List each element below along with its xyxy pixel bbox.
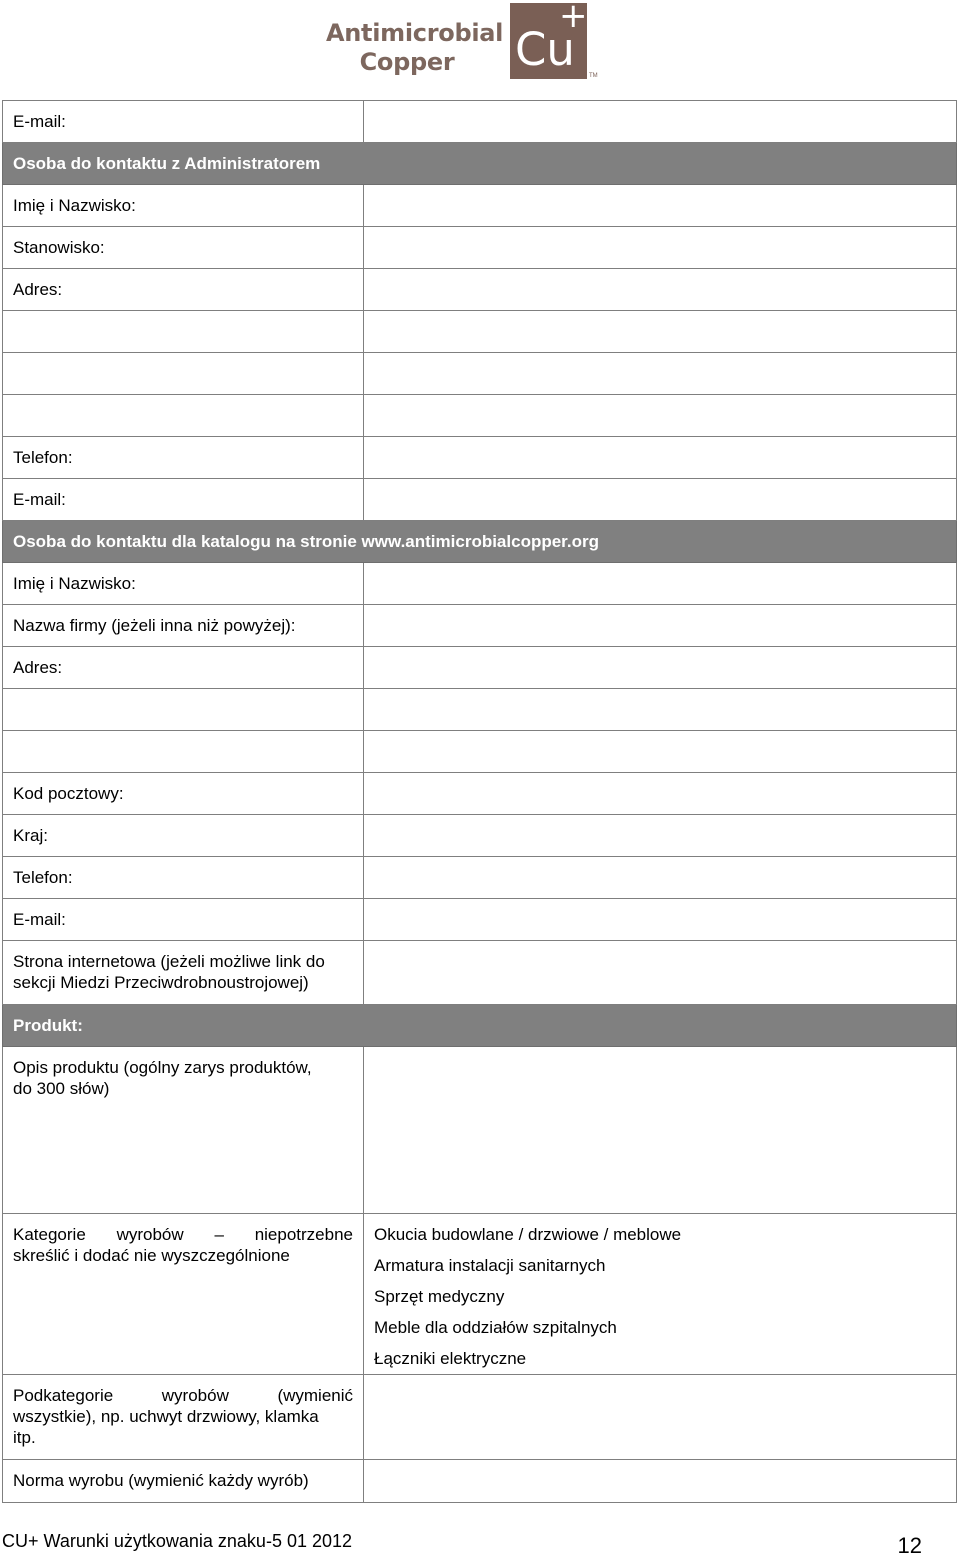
label-cat-email: E-mail: — [3, 899, 364, 941]
field-admin-email[interactable] — [364, 479, 957, 521]
label-cat-website-line-1: Strona internetowa (jeżeli możliwe link do — [13, 952, 325, 971]
field-cat-website[interactable] — [364, 941, 957, 1005]
field-cat-address-3[interactable] — [364, 731, 957, 773]
field-cat-company[interactable] — [364, 605, 957, 647]
label-admin-phone: Telefon: — [3, 437, 364, 479]
label-subcategories-word: Podkategorie — [13, 1386, 114, 1405]
product-header: Produkt: — [3, 1005, 957, 1047]
label-categories-line-1 — [13, 1224, 353, 1245]
label-cat-country: Kraj: — [3, 815, 364, 857]
blank-label — [3, 353, 364, 395]
blank-label — [3, 395, 364, 437]
label-categories — [3, 1214, 364, 1375]
blank-label — [3, 311, 364, 353]
label-subcategories-line-2: wszystkie), np. uchwyt drzwiowy, klamka — [13, 1407, 319, 1426]
footer-document-title: CU+ Warunki użytkowania znaku-5 01 2012 — [2, 1531, 353, 1551]
field-subcategories[interactable] — [364, 1375, 957, 1460]
category-item[interactable]: Meble dla oddziałów szpitalnych — [374, 1318, 617, 1337]
label-admin-name: Imię i Nazwisko: — [3, 185, 364, 227]
field-admin-phone[interactable] — [364, 437, 957, 479]
field-cat-postcode[interactable] — [364, 773, 957, 815]
label-subcategories-line-1 — [13, 1385, 353, 1406]
label-cat-name: Imię i Nazwisko: — [3, 563, 364, 605]
logo-cu-text: Cu — [515, 23, 575, 76]
label-product-description — [3, 1047, 364, 1214]
category-item[interactable]: Łączniki elektryczne — [374, 1349, 527, 1368]
blank-label — [3, 689, 364, 731]
logo-line-1: Antimicrobial — [326, 19, 504, 47]
field-admin-address-4[interactable] — [364, 395, 957, 437]
label-categories-word: Kategorie — [13, 1225, 86, 1244]
label-product-description-line-2: do 300 słów) — [13, 1079, 110, 1098]
blank-label — [3, 731, 364, 773]
label-email-top: E-mail: — [3, 101, 364, 143]
logo-cu-box — [510, 0, 588, 79]
form-row — [3, 101, 957, 143]
label-admin-position: Stanowisko: — [3, 227, 364, 269]
logo-trademark: TM — [589, 73, 598, 79]
label-admin-email: E-mail: — [3, 479, 364, 521]
label-cat-postcode: Kod pocztowy: — [3, 773, 364, 815]
field-admin-address-2[interactable] — [364, 311, 957, 353]
label-cat-company: Nazwa firmy (jeżeli inna niż powyżej): — [3, 605, 364, 647]
field-email-top[interactable] — [364, 101, 957, 143]
categories-list-cell — [364, 1214, 957, 1375]
section-header — [3, 1005, 957, 1047]
catalog-contact-header: Osoba do kontaktu dla katalogu na stronie www.antimicrobialcopper.org — [3, 521, 957, 563]
label-categories-dash: – — [214, 1225, 224, 1244]
label-cat-website — [3, 941, 364, 1005]
label-cat-website-line-2: sekcji Miedzi Przeciwdrobnoustrojowej) — [13, 973, 309, 992]
field-cat-name[interactable] — [364, 563, 957, 605]
field-cat-email[interactable] — [364, 899, 957, 941]
label-product-description-line-1: Opis produktu (ogólny zarys produktów, — [13, 1058, 312, 1077]
logo-line-2: Copper — [359, 48, 455, 76]
categories-list — [374, 1219, 946, 1374]
label-subcategories — [3, 1375, 364, 1460]
field-admin-name[interactable] — [364, 185, 957, 227]
section-header — [3, 521, 957, 563]
field-admin-position[interactable] — [364, 227, 957, 269]
antimicrobial-copper-logo — [326, 0, 606, 83]
label-categories-word: niepotrzebne — [254, 1225, 353, 1244]
label-subcategories-word: (wymienić — [277, 1386, 353, 1405]
field-cat-country[interactable] — [364, 815, 957, 857]
label-product-norm: Norma wyrobu (wymienić każdy wyrób) — [3, 1460, 364, 1503]
field-cat-phone[interactable] — [364, 857, 957, 899]
field-product-norm[interactable] — [364, 1460, 957, 1503]
label-categories-line-2: skreślić i dodać nie wyszczególnione — [13, 1246, 290, 1265]
registration-form-table — [2, 100, 957, 1503]
footer-page-number: 12 — [897, 1533, 922, 1558]
field-admin-address-3[interactable] — [364, 353, 957, 395]
field-product-description[interactable] — [364, 1047, 957, 1214]
label-cat-address: Adres: — [3, 647, 364, 689]
logo-wordmark — [326, 19, 504, 77]
label-subcategories-line-3: itp. — [13, 1428, 36, 1447]
field-cat-address[interactable] — [364, 647, 957, 689]
admin-contact-header: Osoba do kontaktu z Administratorem — [3, 143, 957, 185]
label-admin-address: Adres: — [3, 269, 364, 311]
label-categories-word: wyrobów — [116, 1225, 184, 1244]
field-cat-address-2[interactable] — [364, 689, 957, 731]
category-item[interactable]: Armatura instalacji sanitarnych — [374, 1256, 606, 1275]
field-admin-address[interactable] — [364, 269, 957, 311]
category-item[interactable]: Sprzęt medyczny — [374, 1287, 505, 1306]
label-cat-phone: Telefon: — [3, 857, 364, 899]
label-subcategories-word: wyrobów — [161, 1386, 229, 1405]
section-header — [3, 143, 957, 185]
logo-plus: + — [559, 0, 588, 36]
category-item[interactable]: Okucia budowlane / drzwiowe / meblowe — [374, 1225, 682, 1244]
